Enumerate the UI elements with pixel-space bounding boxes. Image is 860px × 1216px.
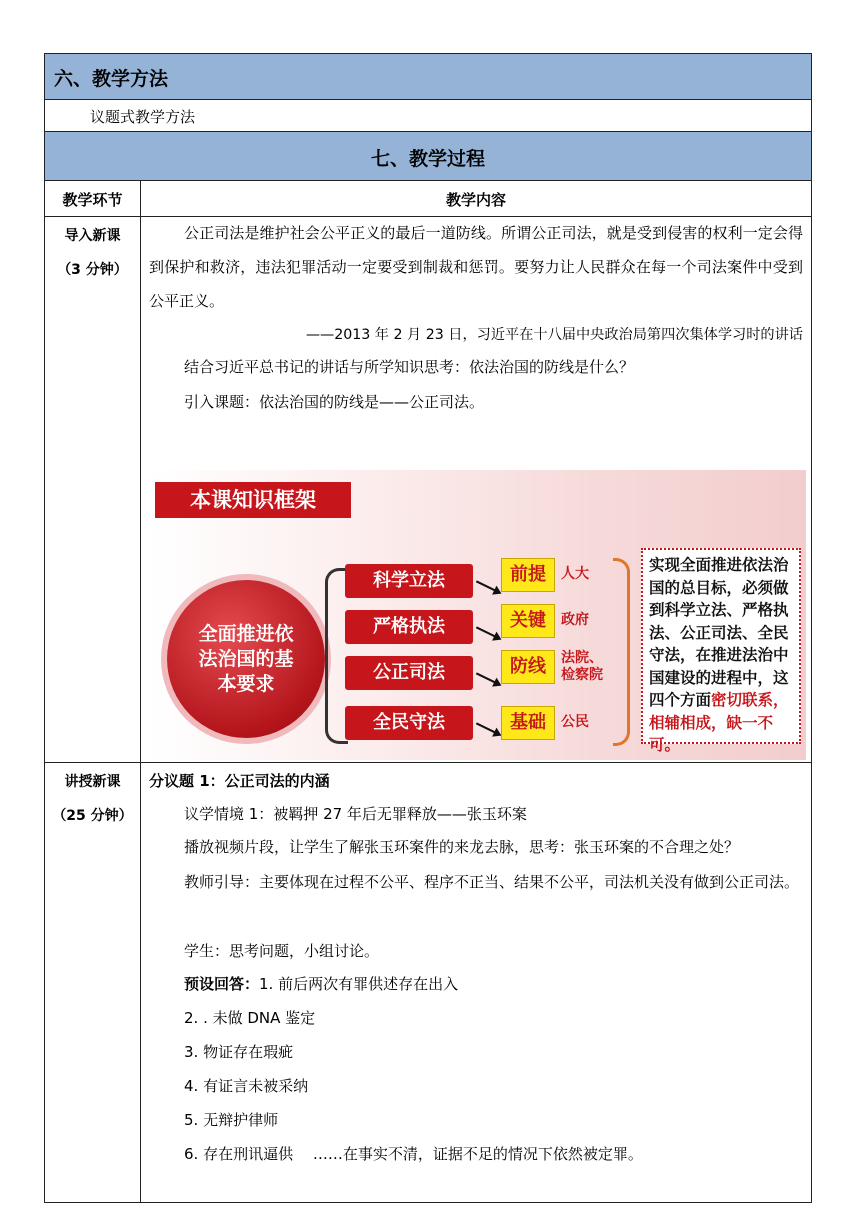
- situation-text: 议学情境 1：被羁押 27 年后无罪释放——张玉环案: [184, 805, 527, 823]
- framework-banner: 本课知识框架: [155, 482, 351, 518]
- stage-time: （3 分钟）: [57, 262, 128, 278]
- framework-note: 实现全面推进依法治国的总目标，必须做到科学立法、严格执法、公正司法、全民守法，在推进法治中国建设的进程中，这四个方面密切联系，相辅相成，缺一不可。: [641, 548, 801, 744]
- framework-body: 政府: [561, 612, 589, 628]
- framework-key: 防线: [501, 650, 555, 684]
- section6-content: [44, 99, 812, 131]
- student-activity: 学生：思考问题，小组讨论。: [184, 942, 380, 960]
- column-header-stage: 教学环节: [62, 191, 123, 209]
- framework-item: 公正司法: [345, 656, 473, 690]
- table-row-intro: [44, 216, 812, 762]
- stage-cell-intro: [45, 217, 141, 762]
- stage-name: 导入新课: [64, 228, 121, 244]
- framework-item: 全民守法: [345, 706, 473, 740]
- framework-key: 基础: [501, 706, 555, 740]
- table-header-row: [44, 180, 812, 216]
- stage-time: （25 分钟）: [52, 808, 133, 824]
- section7-title: 七、教学过程: [370, 148, 485, 170]
- preset-answer: 2. . 未做 DNA 鉴定: [184, 1009, 316, 1027]
- table-row-lecture: [44, 762, 812, 1203]
- content-cell-lecture: [141, 763, 811, 1202]
- knowledge-framework-image: [149, 470, 806, 760]
- section6-title: 六、教学方法: [54, 68, 169, 90]
- framework-item: 严格执法: [345, 610, 473, 644]
- preset-answer: 3. 物证存在瑕疵: [184, 1043, 294, 1061]
- section6-header: [44, 53, 812, 99]
- preset-answer: 5. 无辩护律师: [184, 1111, 279, 1129]
- framework-key: 关键: [501, 604, 555, 638]
- preset-answer: 4. 有证言未被采纳: [184, 1077, 309, 1095]
- arrow-icon: [476, 722, 500, 735]
- thinking-question: 结合习近平总书记的讲话与所学知识思考：依法治国的防线是什么？: [184, 358, 635, 376]
- teaching-method-text: 议题式教学方法: [90, 108, 196, 126]
- arrow-icon: [476, 626, 500, 639]
- framework-body: 法院、检察院: [561, 650, 603, 683]
- quote-source: ——2013 年 2 月 23 日，习近平在十八届中央政治局第四次集体学习时的讲话: [305, 327, 803, 343]
- framework-center-circle: 全面推进依法治国的基本要求: [167, 580, 325, 738]
- framework-body: 人大: [561, 566, 589, 582]
- video-task: 播放视频片段，让学生了解张玉环案件的来龙去脉，思考：张玉环案的不合理之处？: [184, 838, 740, 856]
- framework-item: 科学立法: [345, 564, 473, 598]
- framework-body: 公民: [561, 714, 589, 730]
- teacher-guide: 教师引导：主要体现在过程不公平、程序不正当、结果不公平，司法机关没有做到公正司法。: [184, 873, 800, 891]
- lesson-topic: 引入课题：依法治国的防线是——公正司法。: [184, 393, 485, 411]
- stage-cell-lecture: [45, 763, 141, 1202]
- stage-name: 讲授新课: [64, 774, 121, 790]
- framework-key: 前提: [501, 558, 555, 592]
- column-header-content: 教学内容: [445, 191, 506, 209]
- preset-answer-1: 预设回答：1. 前后两次有罪供述存在出入: [184, 975, 459, 993]
- preset-answer: 6. 存在刑讯逼供 ……在事实不清，证据不足的情况下依然被定罪。: [184, 1145, 643, 1163]
- right-brace-icon: [613, 558, 630, 746]
- content-cell-intro: [141, 217, 811, 762]
- quote-paragraph: 公正司法是维护社会公平正义的最后一道防线。所谓公正司法，就是受到侵害的权利一定会得到保护和救济，违法犯罪活动一定要受到制裁和惩罚。要努力让人民群众在每一个司法案件中受到公平正义。: [149, 224, 803, 310]
- subtopic-title: 分议题 1：公正司法的内涵: [149, 772, 330, 790]
- section7-header: [44, 131, 812, 180]
- arrow-icon: [476, 580, 500, 593]
- arrow-icon: [476, 672, 500, 685]
